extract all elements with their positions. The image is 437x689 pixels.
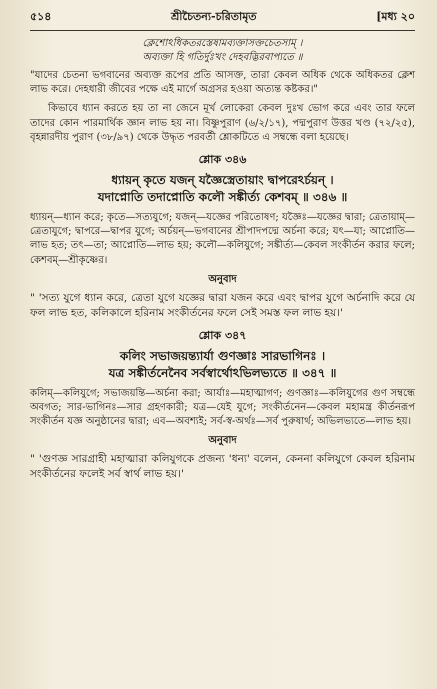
verse-347-line-1: কলিং সভাজয়ন্ত্যার্যা গুণজ্ঞাঃ সারভাগিনঃ ।	[119, 348, 326, 363]
verse-347-synonyms: কলিম্—কলিযুগে; সভাজয়ন্তি—অর্চনা করা; আর্যাঃ—মহাত্মাগণ; গুণজ্ঞাঃ—কলিযুগের গুণ সম্বন্ধে অবগত; সার-ভাগিনঃ—সার গ্রহণকারী; যত্র—যেই যুগে; সংকীর্তনেন—কেবল মহামন্ত্র কীর্তনরূপ সংকীর্তন যজ্ঞ অনুষ্ঠানের দ্বারা; এব—অবশ্যই; সর্ব-স্ব-অর্থঃ—সর্ব পুরুষার্থ; অভিলভ্যতে—লাভ হয়।	[30, 387, 415, 428]
verse-346-translation-heading: অনুবাদ	[208, 273, 237, 285]
page-header	[30, 8, 415, 31]
verse-347-text	[30, 348, 415, 382]
quote-line-2: অব্যক্তা হি গতির্দুঃখং দেহবদ্ভিরবাপ্যতে ॥	[142, 52, 303, 63]
verse-347-line-2: যত্র সঙ্কীর্তনেনৈব সর্বস্বার্থোঽভিলভ্যতে ॥ ৩৪৭ ॥	[108, 365, 337, 380]
verse-346-line-1: ধ্যায়ন্ কৃতে যজন্ যজ্ঞৈস্ত্রেতায়াং দ্বাপরেঽর্চয়ন্ ।	[111, 173, 334, 188]
purport-paragraph: কিভাবে ধ্যান করতে হয় তা না জেনে মূর্খ লোকেরা কেবল দুঃখ ভোগ করে এবং তার ফলে তাদের কোন পারমার্থিক জ্ঞান লাভ হয় না। বিষ্ণুপুরাণ (৬/২/১৭), পদ্মপুরাণ উত্তর খণ্ড (৭২/২৫), বৃহন্নারদীয় পুরাণ (৩৮/৯৭) থেকে উদ্ধৃত পরবর্তী শ্লোকটিতে এ সম্বন্ধে বলা হয়েছে।	[30, 103, 415, 143]
verse-347-translation-heading: অনুবাদ	[208, 435, 237, 447]
verse-346-text	[30, 172, 415, 206]
book-title: শ্রীচৈতন্য-চরিতামৃত	[171, 10, 257, 23]
verse-347-label: শ্লোক ৩৪৭	[198, 328, 247, 342]
section-label: [মধ্য ২০	[376, 10, 415, 23]
quote-line-1: ক্লেশোঽধিকতরস্তেষামব্যক্তাসক্তচেতসাম্ ।	[142, 38, 303, 49]
verse-346-label: শ্লোক ৩৪৬	[198, 153, 247, 167]
page-number: ৫১৪	[30, 10, 52, 23]
quote-translation-paragraph: "যাদের চেতনা ভগবানের অব্যক্ত রূপের প্রতি আসক্ত, তারা কেবল অধিক থেকে অধিকতর ক্লেশ লাভ করে। দেহধারী জীবের পক্ষে এই মার্গে অগ্রসর হওয়া অত্যন্ত কষ্টকর।"	[30, 70, 415, 96]
verse-346-translation: " 'সত্য যুগে ধ্যান করে, ত্রেতা যুগে যজ্ঞের দ্বারা যজন করে এবং দ্বাপর যুগে অর্চনাদি করে যে ফল লাভ হত, কলিকালে হরিনাম সংকীর্তনের ফলে সেই সমস্ত ফল লাভ হয়।'	[30, 291, 415, 319]
sanskrit-quote	[30, 37, 415, 65]
verse-346-line-2: যদাপ্নোতি তদাপ্নোতি কলৌ সঙ্কীর্ত্য কেশবম্ ॥ ৩৪৬ ॥	[97, 190, 348, 205]
verse-347-translation: " 'গুণজ্ঞ সারগ্রাহী মহাত্মারা কলিযুগকে প্রজন্য 'ধন্য' বলেন, কেননা কলিযুগে কেবল হরিনাম সংকীর্তনের ফলেই সর্ব স্বার্থ লাভ হয়।'	[30, 453, 415, 481]
verse-346-synonyms: ধ্যায়ন্—ধ্যান করে; কৃতে—সত্যযুগে; যজন্—যজ্ঞের পরিতোষণ; যজ্ঞৈঃ—যজ্ঞের দ্বারা; ত্রেতায়াম্—ত্রেতাযুগে; দ্বাপরে—দ্বাপর যুগে; অর্চয়ন্—ভগবানের শ্রীপাদপদ্মে অর্চনা করে; যৎ—যা; আপ্নোতি—লাভ হত; তৎ—তা; আপ্নোতি—লাভ হয়; কলৌ—কলিযুগে; সঙ্কীর্ত্য—কেবল সংকীর্তন করার ফলে; কেশবম্—শ্রীকৃষ্ণের।	[30, 212, 415, 266]
